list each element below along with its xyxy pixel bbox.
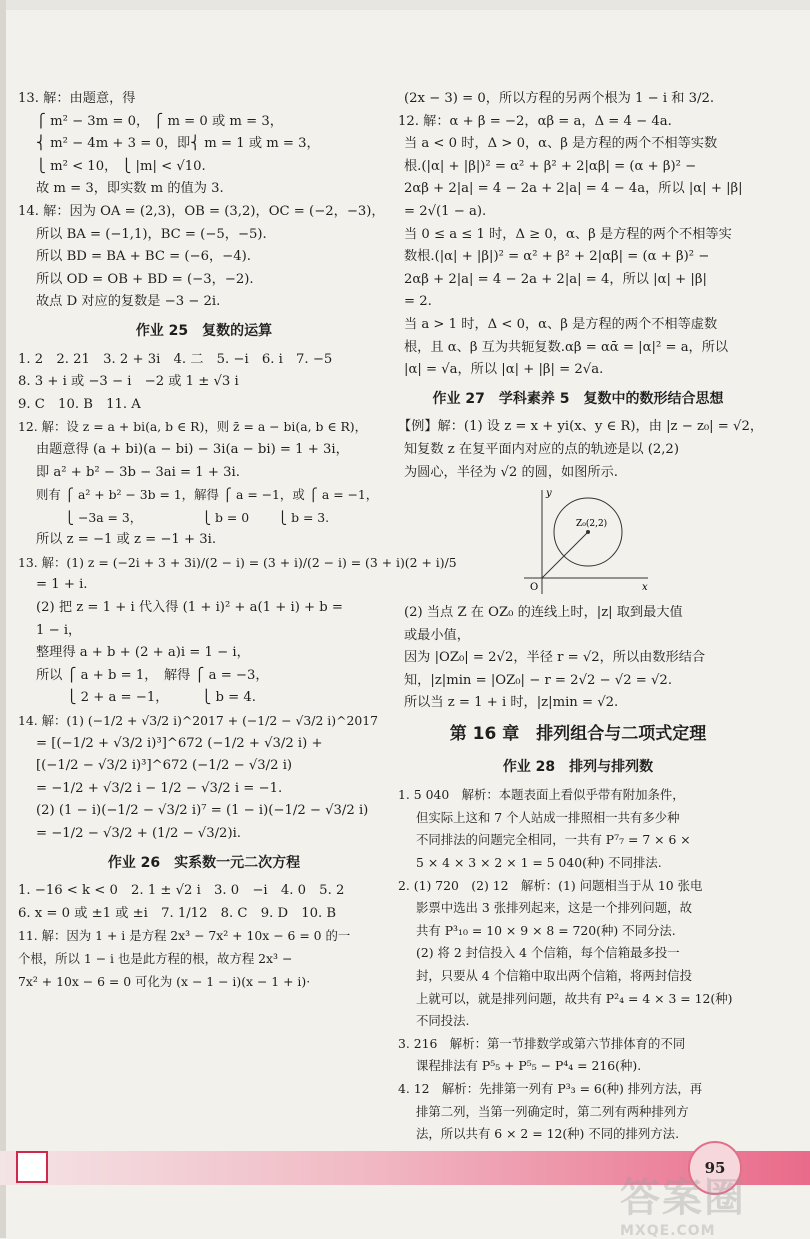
text-line: = 1 + i.: [36, 577, 88, 593]
text-line: 当 a > 1 时，Δ < 0，α、β 是方程的两个不相等虚数: [404, 316, 718, 332]
text-line: = −1/2 − √3/2 + (1/2 − √3/2)i.: [36, 826, 241, 841]
page-number: 95: [688, 1141, 742, 1195]
center-label: Z₀(2,2): [576, 519, 608, 530]
text-line: 所以 OD = OB + BD = (−3，−2).: [36, 271, 254, 287]
text-line: 故点 D 对应的复数是 −3 − 2i.: [36, 294, 221, 310]
text-line: 当 a < 0 时，Δ > 0，α、β 是方程的两个不相等实数: [404, 136, 718, 152]
text-line: 当 0 ≤ a ≤ 1 时，Δ ≥ 0，α、β 是方程的两个不相等实: [404, 226, 732, 242]
text-line: 排第二列，当第一列确定时，第二列有两种排列方: [416, 1103, 689, 1119]
circle-graph: [516, 486, 656, 598]
text-line: 13. 解：(1) z = (−2i + 3 + 3i)/(2 − i) = (3 + i)/(2 − i) = (3 + i)(2 + i)/5: [18, 554, 457, 570]
text-line: 14. 解：因为 OA = (2,3)，OB = (3,2)，OC = (−2，−3)，: [18, 203, 385, 219]
center-point: [586, 530, 590, 534]
text-line: 4. 12 解析：先排第一列有 P³₃ = 6(种) 排列方法，再: [398, 1080, 703, 1096]
text-line: ⎩ m² < 10， ⎩ |m| < √10.: [36, 158, 206, 174]
text-line: 【例】解：(1) 设 z = x + yi(x、y ∈ R)，由 |z − z₀| = √2，: [398, 419, 764, 435]
text-line: ⎩ −3a = 3， ⎩ b = 0 ⎩ b = 3.: [36, 509, 330, 525]
text-line: 个根，所以 1 − i 也是此方程的根，故方程 2x³ −: [18, 950, 293, 966]
text-line: 不同排法的问题完全相同，一共有 P⁷₇ = 7 × 6 ×: [416, 832, 691, 848]
text-line: 影票中选出 3 张排列起来，这是一个排列问题，故: [416, 900, 692, 916]
text-line: 所以 BD = BA + BC = (−6，−4).: [36, 249, 251, 265]
text-line: 12. 解：α + β = −2，αβ = a，Δ = 4 − 4a.: [398, 113, 672, 129]
text-line: = 2.: [404, 294, 432, 310]
text-line: = 2√(1 − a).: [404, 203, 487, 219]
text-line: 数根.(|α| + |β|)² = α² + β² + 2|αβ| = (α + β)² −: [404, 249, 710, 265]
text-line: 所以 BA = (−1,1)，BC = (−5，−5).: [36, 226, 267, 242]
text-line: 为圆心，半径为 √2 的圆，如图所示.: [404, 464, 618, 480]
text-line: 13. 解：由题意，得: [18, 91, 136, 106]
watermark-logo: 答案圈: [620, 1175, 746, 1221]
text-line: 即 a² + b² − 3b − 3ai = 1 + 3i.: [36, 464, 240, 480]
text-line: (2) 将 2 封信投入 4 个信箱，每个信箱最多投一: [416, 945, 680, 961]
chapter-heading: 第 16 章 排列组合与二项式定理: [449, 724, 707, 745]
text-line: 则有 ⎧ a² + b² − 3b = 1，解得 ⎧ a = −1，或 ⎧ a = −1，: [36, 487, 379, 503]
text-line: 14. 解：(1) (−1/2 + √3/2 i)^2017 + (−1/2 − √3/2 i)^2017: [18, 713, 378, 729]
text-line: 根，且 α、β 互为共轭复数.αβ = αᾱ = |α|² = a，所以: [404, 339, 729, 355]
text-line: 2αβ + 2|a| = 4 − 2a + 2|a| = 4，所以 |α| + |β|: [404, 271, 707, 287]
text-line: ⎨ m² − 4m + 3 = 0，即⎨ m = 1 或 m = 3，: [36, 136, 320, 152]
text-line: 所以 ⎧ a + b = 1， 解得 ⎧ a = −3，: [36, 667, 269, 683]
text-line: 5 × 4 × 3 × 2 × 1 = 5 040(种) 不同排法.: [416, 855, 662, 871]
text-line: 2. (1) 720 (2) 12 解析：(1) 问题相当于从 10 张电: [398, 877, 703, 893]
section-heading-26: 作业 26 实系数一元二次方程: [107, 854, 301, 871]
text-line: (2) 把 z = 1 + i 代入得 (1 + i)² + a(1 + i) + b =: [36, 600, 343, 616]
text-line: 7x² + 10x − 6 = 0 可化为 (x − 1 − i)(x − 1 + i)·: [18, 973, 311, 989]
text-line: 11. 解：因为 1 + i 是方程 2x³ − 7x² + 10x − 6 = 0 的一: [18, 928, 351, 944]
section-heading-28: 作业 28 排列与排列数: [502, 758, 654, 775]
text-line: (2x − 3) = 0，所以方程的另两个根为 1 − i 和 3/2.: [404, 91, 715, 106]
text-line: 但实际上这和 7 个人站成一排照相一共有多少种: [416, 809, 680, 825]
text-line: 封，只要从 4 个信箱中取出两个信箱，将两封信投: [416, 968, 692, 983]
text-line: 共有 P³₁₀ = 10 × 9 × 8 = 720(种) 不同分法.: [416, 922, 676, 938]
text-line: 3. 216 解析：第一节排数学或第六节排体育的不同: [398, 1035, 686, 1051]
text-line: = [(−1/2 + √3/2 i)³]^672 (−1/2 + √3/2 i) +: [36, 735, 323, 751]
text-line: 或最小值，: [404, 627, 470, 643]
text-line: 课程排法有 P⁵₅ + P⁵₅ − P⁴₄ = 216(种).: [416, 1058, 642, 1074]
text-line: 2αβ + 2|a| = 4 − 2a + 2|a| = 4 − 4a，所以 |α| + |β|: [404, 181, 743, 197]
text-line: 所以当 z = 1 + i 时，|z|min = √2.: [404, 695, 619, 711]
text-line: ⎧ m² − 3m = 0， ⎧ m = 0 或 m = 3，: [36, 113, 283, 129]
binding-edge: [0, 0, 6, 1238]
text-line: 8. 3 + i 或 −3 − i −2 或 1 ± √3 i: [18, 374, 239, 390]
text-line: 由题意得 (a + bi)(a − bi) − 3i(a − bi) = 1 + 3i，: [36, 441, 349, 457]
top-edge: [0, 0, 810, 10]
section-heading-25: 作业 25 复数的运算: [135, 322, 273, 339]
text-line: (2) 当点 Z 在 OZ₀ 的连线上时，|z| 取到最大值: [404, 605, 683, 621]
origin-label: O: [530, 582, 539, 594]
right-column: [398, 88, 764, 1146]
text-line: 知复数 z 在复平面内对应的点的轨迹是以 (2,2): [404, 441, 679, 457]
text-line: 所以 z = −1 或 z = −1 + 3i.: [36, 532, 217, 548]
segment-oz0: [542, 532, 588, 578]
text-line: 9. C 10. B 11. A: [18, 396, 141, 412]
text-line: 不同投法.: [416, 1013, 470, 1029]
watermark: [620, 1166, 805, 1239]
text-line: 法，所以共有 6 × 2 = 12(种) 不同的排列方法.: [416, 1126, 680, 1142]
section-heading-27: 作业 27 学科素养 5 复数中的数形结合思想: [432, 390, 724, 407]
text-line: (2) (1 − i)(−1/2 − √3/2 i)⁷ = (1 − i)(−1/2 − √3/2 i): [36, 803, 369, 819]
text-line: 1 − i，: [36, 622, 82, 638]
text-line: |α| = √a，所以 |α| + |β| = 2√a.: [404, 362, 604, 378]
text-line: 根.(|α| + |β|)² = α² + β² + 2|αβ| = (α + β)² −: [404, 158, 697, 174]
text-line: 12. 解：设 z = a + bi(a, b ∈ R)，则 z̄ = a − bi(a, b ∈ R)，: [18, 419, 368, 435]
text-line: 1. 2 2. 21 3. 2 + 3i 4. 二 5. −i 6. i 7. −5: [18, 351, 333, 367]
text-line: 故 m = 3，即实数 m 的值为 3.: [36, 181, 224, 197]
text-line: 1. −16 < k < 0 2. 1 ± √2 i 3. 0 −i 4. 0 5. 2: [18, 883, 345, 899]
watermark-url: MXQE.COM: [620, 1223, 716, 1239]
text-line: 因为 |OZ₀| = 2√2，半径 r = √2，所以由数形结合: [404, 650, 706, 666]
text-line: = −1/2 + √3/2 i − 1/2 − √3/2 i = −1.: [36, 780, 283, 796]
footer-square-icon: [16, 1151, 48, 1183]
y-axis-label: y: [546, 488, 552, 500]
text-line: 6. x = 0 或 ±1 或 ±i 7. 1/12 8. C 9. D 10. B: [18, 905, 337, 921]
text-line: 知，|z|min = |OZ₀| − r = 2√2 − √2 = √2.: [404, 672, 673, 688]
text-line: 整理得 a + b + (2 + a)i = 1 − i，: [36, 645, 250, 661]
text-line: 1. 5 040 解析：本题表面上看似乎带有附加条件，: [398, 787, 685, 803]
text-line: ⎩ 2 + a = −1， ⎩ b = 4.: [36, 690, 256, 706]
text-line: 上就可以，就是排列问题，故共有 P²₄ = 4 × 3 = 12(种): [416, 990, 733, 1006]
text-line: [(−1/2 − √3/2 i)³]^672 (−1/2 − √3/2 i): [36, 758, 293, 774]
x-axis-label: x: [642, 582, 648, 594]
